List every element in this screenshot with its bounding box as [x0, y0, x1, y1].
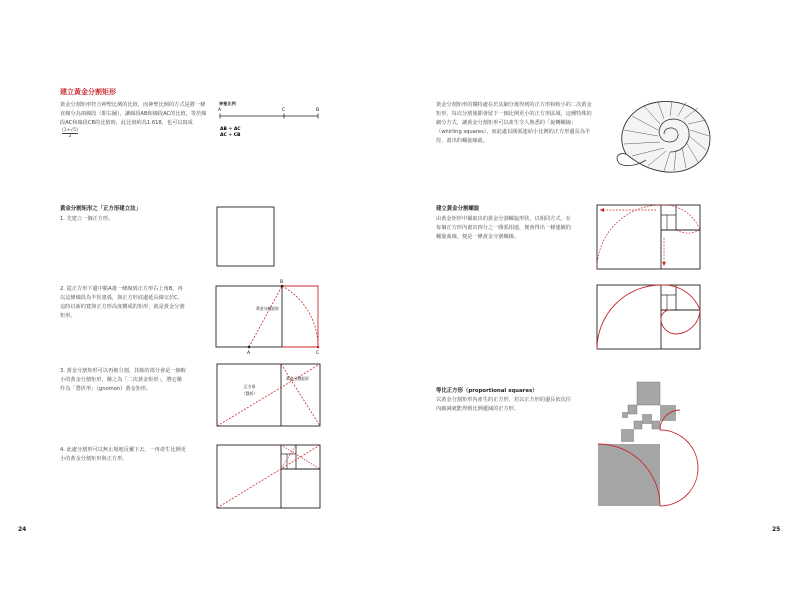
page-number-left: 24 — [18, 526, 27, 533]
section-heading: 建立黃金分割矩形 — [60, 88, 116, 96]
proportional-squares-figure — [594, 378, 706, 516]
fig2-point-b — [281, 285, 284, 288]
fig3-diagonal-2 — [281, 364, 320, 426]
ratio-line-figure — [214, 106, 326, 146]
fig3-rect-label: 黃金分割矩形 — [286, 376, 309, 381]
fig2-label-a: A — [247, 351, 251, 356]
spiral-title: 建立黃金分割螺旋 — [436, 206, 480, 212]
step-4-figure — [214, 442, 324, 512]
fig4-diagonal — [217, 445, 320, 508]
step-3-text: 3. 黃金分割矩形可以再被分割，其餘的部分會是一個較小的黃金分割矩形，稱之為「二次黃金矩形」，將它稱作為「磬折形」（gnomon）黃金矩形。 — [60, 368, 186, 392]
fig2-label-c: C — [316, 351, 320, 356]
sp1-arrowhead — [600, 208, 604, 212]
sp1-arrowhead-2 — [662, 262, 666, 266]
sp2-spiral — [597, 285, 700, 349]
fig2-extension — [282, 286, 318, 347]
ratio-eq-bottom: AC ÷ CB — [220, 133, 241, 138]
fig2-square — [216, 286, 282, 347]
sp2-outer — [597, 285, 700, 349]
fig2-diagonal — [249, 286, 282, 347]
spiral-text: 由黃金矩形中擷取出的黃金分割螺旋形狀，以相同方式，在每個正方形內畫出四分之一圓弧相連，便會得出一條連續的螺旋曲線，便是一條黃金分割螺線。 — [436, 216, 571, 240]
right-intro-paragraph: 黃金分割矩形的獨特處在於其細分後得到的正方形和較小的二次黃金矩形，每次分割後都會留下一個比例更小的正方形區域，這種特殊的細分方式，讓黃金分割矩形可以產生令人熟悉的「旋轉螺線」（whirling squares），而此處以圓弧連結小比例的正方形邊長為半徑，畫出的螺旋線就。 — [436, 102, 592, 144]
page-number-right: 25 — [772, 526, 781, 533]
fig4-diagonal-3 — [281, 445, 296, 469]
step-3-figure — [214, 360, 324, 430]
square-shape — [217, 207, 274, 266]
sp1-spiral — [597, 205, 700, 269]
fig2-note: 黃金分割矩形 — [256, 306, 279, 311]
spiral-figure-2 — [594, 282, 704, 352]
ratio-eq-top: AB ÷ AC — [220, 127, 241, 132]
proportional-title: 等比正方形（proportional squares） — [436, 388, 538, 394]
ratio-figure-title: 神聖比例 — [219, 101, 236, 106]
fig2-arc — [282, 286, 318, 347]
formula-denominator: 2 — [68, 134, 72, 139]
fig2-point-a — [248, 346, 251, 349]
step-2-figure — [212, 276, 327, 356]
step-1-figure — [216, 206, 276, 268]
intro-paragraph — [60, 101, 210, 139]
fig3-square-label: 正方形 — [244, 384, 256, 389]
fig3-gnomon-label: （磬折） — [242, 391, 258, 396]
nautilus-shell-illustration — [606, 94, 718, 180]
formula-numerator: (1+√5) — [62, 128, 78, 133]
fig3-diagonal — [217, 364, 320, 426]
fig2-point-c — [317, 346, 320, 349]
prop-spiral — [660, 410, 698, 506]
proportional-text: 以黃金分割矩形內產生的正方形，若以正方形的邊長依次往內縮減就能得到比例遞減的正方形。 — [436, 397, 571, 412]
step-4-text: 4. 此處分割形可以無止境地反覆下去，一再產生比例更小的黃金分割矩形與正方形。 — [60, 447, 186, 462]
construction-title: 黃金分割矩形之「正方形建立法」 — [60, 206, 141, 212]
ratio-point-c: C — [282, 108, 286, 113]
ratio-point-b: B — [316, 108, 320, 113]
fig2-label-b: B — [280, 280, 284, 285]
ratio-point-a: A — [218, 108, 222, 113]
sp1-outer — [597, 205, 700, 269]
formula — [62, 128, 78, 139]
step-2-text: 2. 從正方形下邊中點A畫一條線到正方形右上角B，再以這條線段為半徑畫弧，與正方形底邊延長線交於C，這時以新的寬與正方形高度構成的矩形，就是黃金分割矩形。 — [60, 286, 185, 319]
intro-text: 黃金分割矩形符合神聖比例的比值，而神聖比例的方式是將一條直線分為兩線段（即右圖），讓線段AB和線段AC的比值，等於線段AC和線段CB的比值時，此比值約為1.618，也可以寫成 — [60, 102, 207, 126]
shell-outline — [622, 101, 710, 172]
step-1-text: 1. 先建立一個正方形。 — [60, 216, 114, 222]
spiral-figure-1 — [594, 202, 704, 272]
